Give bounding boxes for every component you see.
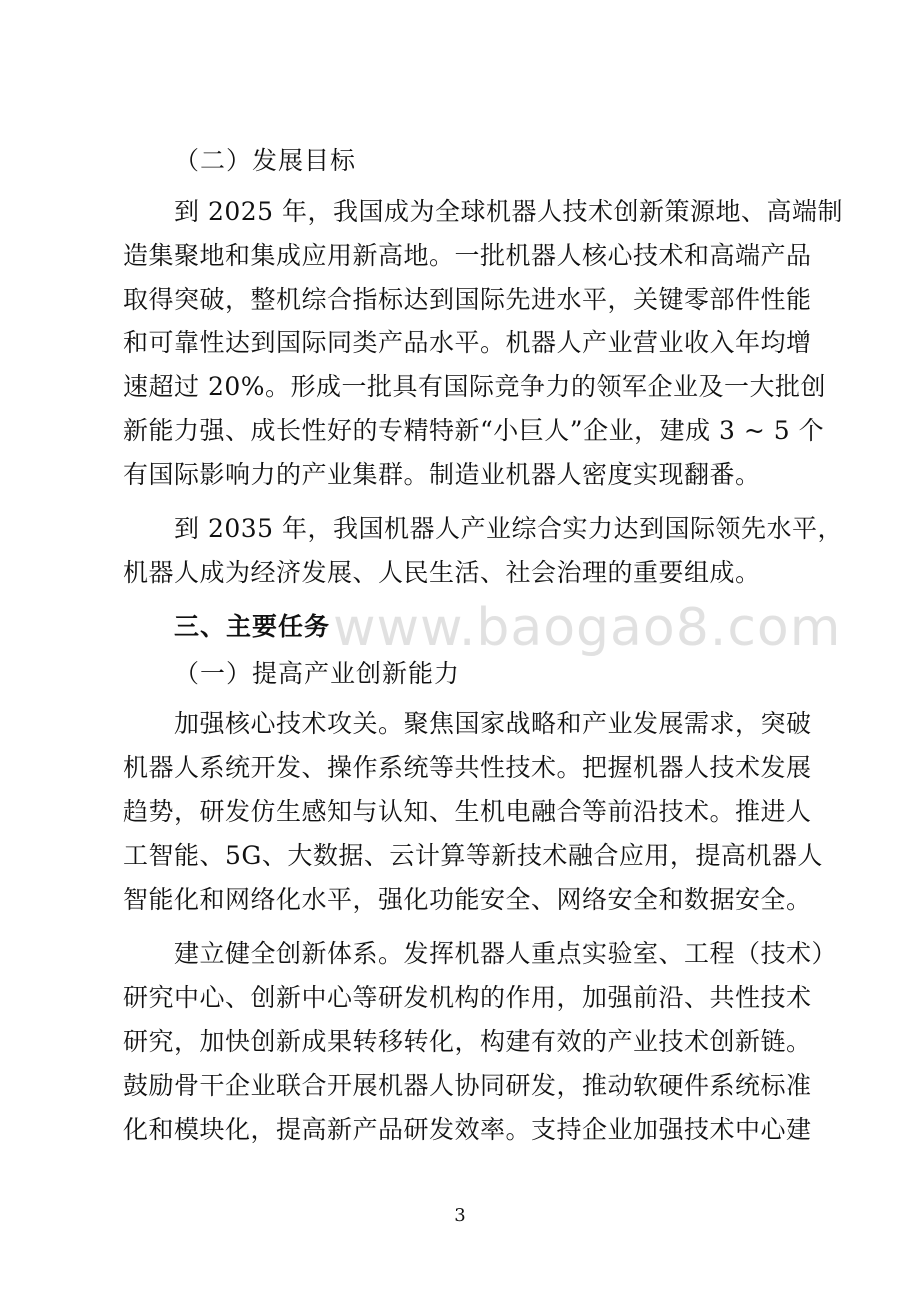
text-line: 新能力强、成长性好的专精特新“小巨人”企业，建成 3 ~ 5 个 bbox=[123, 416, 825, 445]
text-line: 加强核心技术攻关。聚焦国家战略和产业发展需求，突破 bbox=[174, 709, 812, 738]
text-line: 机器人成为经济发展、人民生活、社会治理的重要组成。 bbox=[123, 558, 761, 587]
section-heading-development-goals: （二）发展目标 bbox=[174, 146, 357, 175]
section-heading-main-tasks: 三、主要任务 bbox=[174, 612, 331, 641]
text-line: 到 2025 年，我国成为全球机器人技术创新策源地、高端制 bbox=[174, 197, 844, 226]
text-line: 趋势，研发仿生感知与认知、生机电融合等前沿技术。推进人 bbox=[123, 797, 812, 826]
page-number: 3 bbox=[454, 1205, 466, 1226]
text-line: 有国际影响力的产业集群。制造业机器人密度实现翻番。 bbox=[123, 460, 761, 489]
watermark: www.baogao8.com bbox=[333, 598, 842, 658]
text-line: 化和模块化，提高新产品研发效率。支持企业加强技术中心建 bbox=[123, 1115, 812, 1144]
text-line: 速超过 20%。形成一批具有国际竞争力的领军企业及一大批创 bbox=[123, 372, 827, 401]
text-line: 鼓励骨干企业联合开展机器人协同研发，推动软硬件系统标准 bbox=[123, 1071, 812, 1100]
text-line: 工智能、5G、大数据、云计算等新技术融合应用，提高机器人 bbox=[123, 841, 823, 870]
text-line: 和可靠性达到国际同类产品水平。机器人产业营业收入年均增 bbox=[123, 328, 812, 357]
text-line: 智能化和网络化水平，强化功能安全、网络安全和数据安全。 bbox=[123, 885, 812, 914]
text-line: 到 2035 年，我国机器人产业综合实力达到国际领先水平， bbox=[174, 514, 844, 543]
text-line: 取得突破，整机综合指标达到国际先进水平，关键零部件性能 bbox=[123, 285, 812, 314]
text-line: 研究，加快创新成果转移转化，构建有效的产业技术创新链。 bbox=[123, 1027, 812, 1056]
subsection-heading-innovation-capacity: （一）提高产业创新能力 bbox=[174, 659, 461, 688]
text-line: 造集聚地和集成应用新高地。一批机器人核心技术和高端产品 bbox=[123, 241, 812, 270]
text-line: 机器人系统开发、操作系统等共性技术。把握机器人技术发展 bbox=[123, 753, 812, 782]
text-line: 建立健全创新体系。发挥机器人重点实验室、工程（技术） bbox=[174, 939, 838, 968]
text-line: 研究中心、创新中心等研发机构的作用，加强前沿、共性技术 bbox=[123, 983, 812, 1012]
